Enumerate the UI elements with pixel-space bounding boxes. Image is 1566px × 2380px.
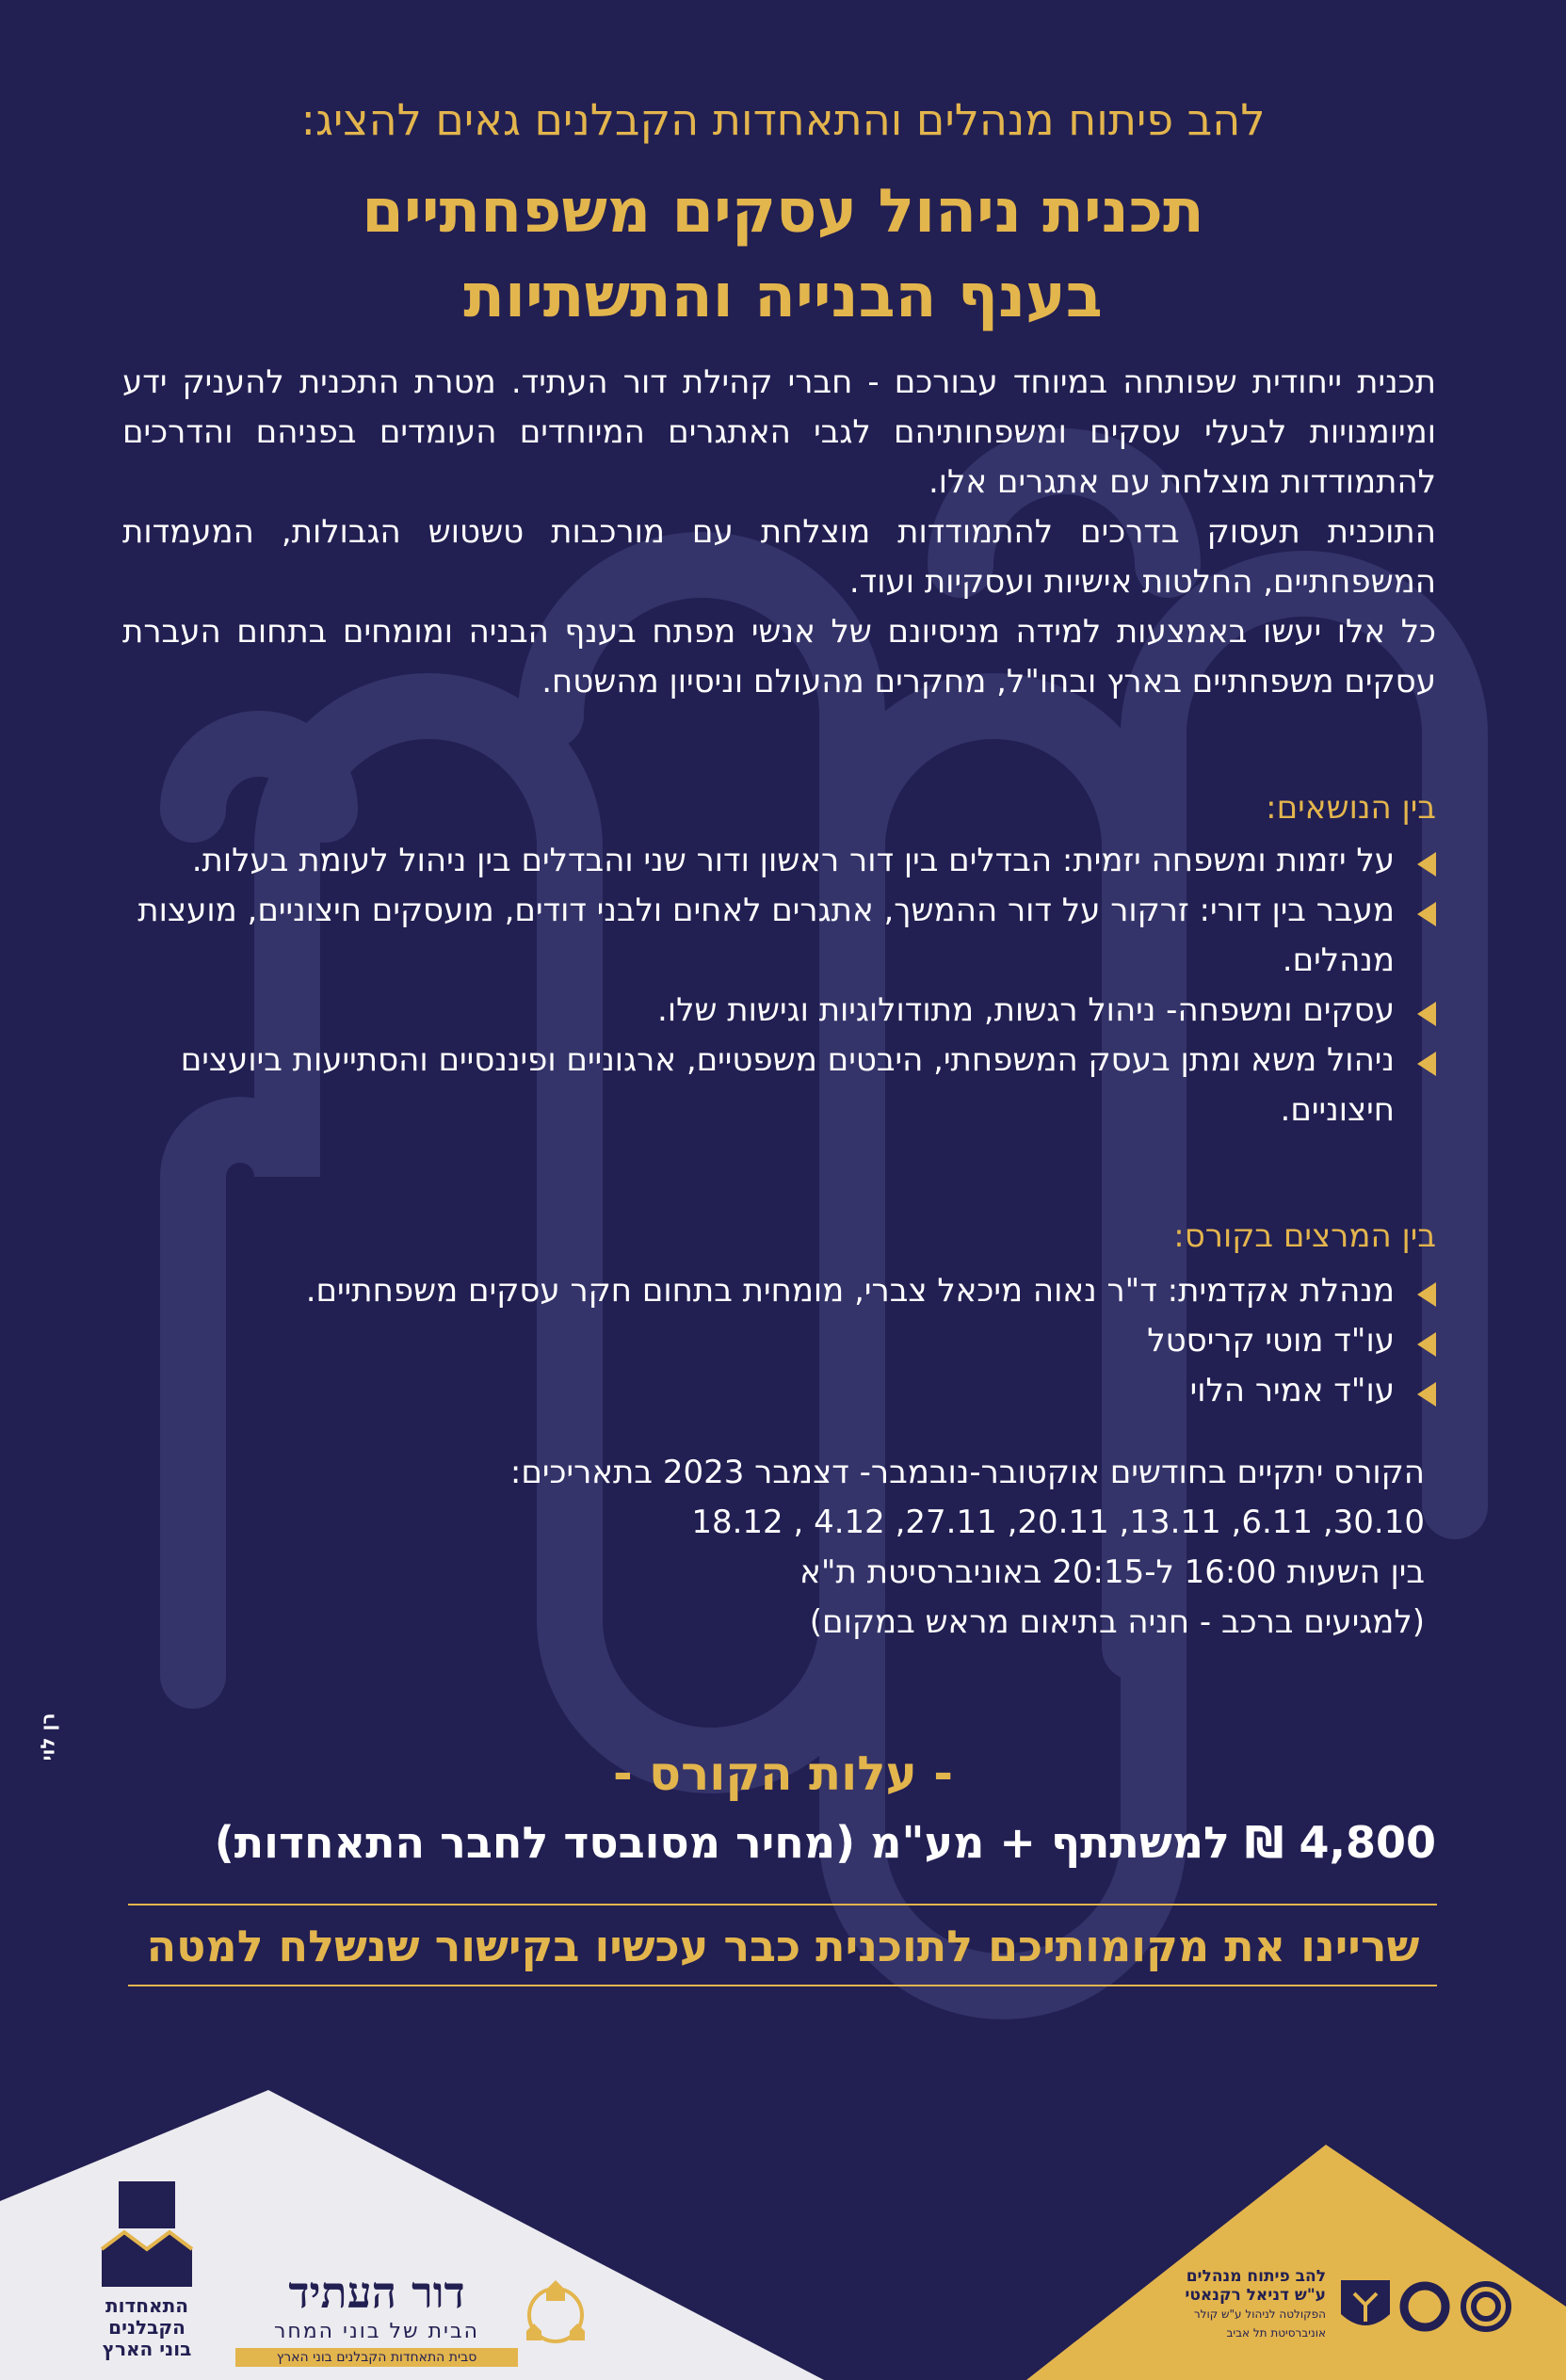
description-paragraph-2: התוכנית תעסוק בדרכים להתמודדות מוצלחת עם מורכבות טשטוש הגבולות, המעמדות המשפחתיים, החלטות אישיות ועסקיות ועוד. — [122, 513, 1436, 601]
contractors-association-name — [77, 2295, 217, 2360]
lecturers-list — [99, 1266, 1436, 1416]
program-description — [122, 358, 1436, 707]
lahav-ring-icon — [1396, 2278, 1453, 2335]
bullet-arrow-icon — [1417, 1382, 1436, 1407]
lahav-line: אוניברסיטת תל אביב — [1226, 2326, 1326, 2340]
lecturer-text: עו"ד מוטי קריסטל — [1147, 1322, 1395, 1359]
lahav-line: ע"ש דניאל רקנאטי — [1185, 2286, 1326, 2305]
topic-item — [118, 986, 1436, 1036]
dor-haatid-title: דור העתיד — [288, 2267, 465, 2318]
dor-haatid-strip: סבית התאחדות הקבלנים בוני הארץ — [235, 2348, 518, 2367]
recanati-ring-icon — [1458, 2278, 1514, 2335]
price-details: 4,800 ₪ למשתתף + מע"מ (מחיר מסובסד לחבר התאחדות) — [214, 1817, 1436, 1868]
topic-text: מעבר בין דורי: זרקור על דור ההמשך, אתגרים לאחים ולבני דודים, מועסקים חיצוניים, מועצות מנהלים. — [137, 892, 1395, 979]
dor-haatid-subtitle: הבית של בוני המחר — [273, 2320, 480, 2343]
bullet-arrow-icon — [1417, 1282, 1436, 1307]
lecturer-text: עו"ד אמיר הלוי — [1189, 1372, 1395, 1409]
title-line-2: בענף הבנייה והתשתיות — [463, 262, 1103, 331]
lahav-text-block — [1156, 2267, 1326, 2342]
topics-heading: בין הנושאים: — [1266, 789, 1436, 827]
lahav-line: הפקולטה לניהול ע"ש קולר — [1193, 2308, 1326, 2321]
topic-item — [118, 886, 1436, 986]
contractors-association-logo-icon — [96, 2178, 198, 2291]
lahav-line: להב פיתוח מנהלים — [1186, 2267, 1326, 2286]
lecturer-text: מנהלת אקדמית: ד"ר נאוה מיכאל צברי, מומחית בתחום חקר עסקים משפחתיים. — [305, 1272, 1395, 1310]
divider-top — [128, 1904, 1437, 1906]
bullet-arrow-icon — [1417, 1332, 1436, 1357]
bullet-arrow-icon — [1417, 1002, 1436, 1026]
intro-line: להב פיתוח מנהלים והתאחדות הקבלנים גאים להציג: — [300, 94, 1266, 145]
price-heading: - עלות הקורס - — [612, 1746, 953, 1801]
topic-item — [118, 1036, 1436, 1135]
schedule-line-1: הקורס יתקיים בחודשים אוקטובר-נובמבר- דצמבר 2023 בתאריכים: — [509, 1454, 1425, 1491]
description-paragraph-3: כל אלו יעשו באמצעות למידה מניסיונם של אנשי מפתח בענף הבניה ומומחים בתחום העברת עסקים משפחתיים בארץ ובחו"ל, מחקרים מהעולם וניסיון מהשטח. — [122, 613, 1436, 700]
lecturer-item — [99, 1266, 1436, 1316]
logo-line: הקבלנים — [108, 2316, 186, 2339]
lecturers-heading: בין המרצים בקורס: — [1173, 1217, 1436, 1255]
schedule-parking: (למגיעים ברכב - חניה בתיאום מראש במקום) — [809, 1603, 1425, 1641]
tel-aviv-university-emblem-icon — [1337, 2276, 1394, 2337]
signup-call-to-action: שריינו את מקומותיכם לתוכנית כבר עכשיו בקישור שנשלח למטה — [146, 1921, 1420, 1971]
course-schedule — [153, 1448, 1425, 1648]
lecturer-item — [99, 1366, 1436, 1416]
logo-line: התאחדות — [105, 2294, 188, 2317]
topic-text: ניהול משא ומתן בעסק המשפחתי, היבטים משפטיים, ארגוניים ופיננסיים והסתייעות ביועצים חיצוניים. — [180, 1041, 1395, 1129]
page-title — [0, 169, 1566, 339]
designer-credit-text: רן לוי — [36, 1713, 59, 1761]
title-line-1: תכנית ניהול עסקים משפחתיים — [362, 177, 1204, 247]
divider-bottom — [128, 1985, 1437, 1986]
topic-text: על יזמות ומשפחה יזמית: הבדלים בין דור ראשון ודור שני והבדלים בין ניהול לעומת בעלות. — [191, 842, 1395, 879]
description-paragraph-1: תכנית ייחודית שפותחה במיוחד עבורכם - חברי קהילת דור העתיד. מטרת התכנית להעניק ידע ומיומנויות לבעלי עסקים ומשפחותיהם לגבי האתגרים המיוחדים העומדים בפניהם והדרכים להתמודדות מוצלחת עם אתגרים אלו. — [122, 363, 1436, 501]
topic-item — [118, 836, 1436, 886]
schedule-dates: 30.10, 6.11, 13.11, 20.11, 27.11, 4.12 , 18.12 — [691, 1504, 1425, 1541]
dor-haatid-house-icon — [523, 2273, 589, 2348]
logo-line: בוני הארץ — [102, 2338, 192, 2360]
topics-list — [118, 836, 1436, 1135]
schedule-hours: בין השעות 16:00 ל-20:15 באוניברסיטת ת"א — [799, 1553, 1425, 1591]
bullet-arrow-icon — [1417, 1052, 1436, 1076]
lecturer-item — [99, 1316, 1436, 1366]
bullet-arrow-icon — [1417, 902, 1436, 926]
topic-text: עסקים ומשפחה- ניהול רגשות, מתודולוגיות וגישות שלו. — [657, 991, 1395, 1029]
bullet-arrow-icon — [1417, 852, 1436, 876]
